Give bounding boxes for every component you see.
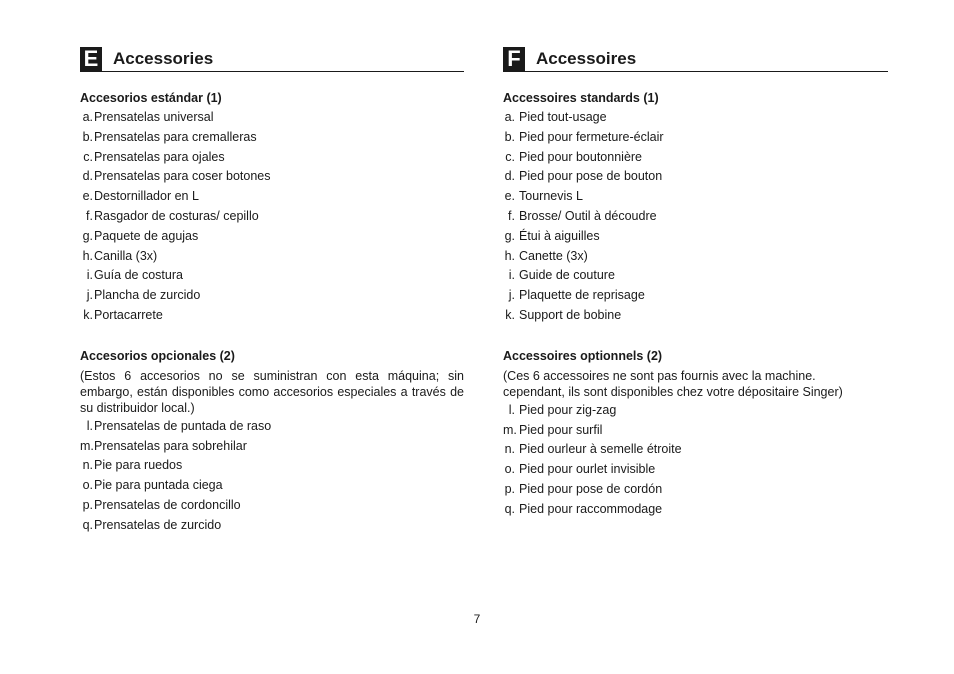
list-item: m. Prensatelas para sobrehilar bbox=[80, 438, 247, 453]
list-item: j. Plaquette de reprisage bbox=[508, 288, 645, 303]
list-item: g. Paquete de agujas bbox=[82, 228, 199, 243]
list-item: k. Portacarrete bbox=[83, 307, 163, 322]
list-item: o. Pie para puntada ciega bbox=[82, 478, 223, 493]
list-item: p. Pied pour pose de cordón bbox=[504, 481, 663, 496]
list-item: h. Canilla (3x) bbox=[82, 248, 158, 263]
section-header bbox=[503, 46, 888, 72]
standard-accessories-list bbox=[80, 108, 464, 326]
list-item: h. Canette (3x) bbox=[504, 248, 588, 263]
optional-accessories-list bbox=[503, 401, 888, 520]
section-header bbox=[80, 46, 464, 72]
list-item: i. Guía de costura bbox=[86, 268, 183, 283]
spanish-column bbox=[80, 46, 464, 536]
optional-accessories-heading: Accesorios opcionales (2) bbox=[80, 348, 235, 363]
optional-note bbox=[503, 368, 888, 400]
list-item: o. Pied pour ourlet invisible bbox=[504, 462, 656, 477]
list-item: l. Pied pour zig-zag bbox=[508, 402, 617, 417]
optional-note-line: (Ces 6 accessoires ne sont pas fournis avec la machine. bbox=[503, 368, 816, 383]
page-number: 7 bbox=[473, 612, 481, 626]
list-item: f. Rasgador de costuras/ cepillo bbox=[86, 208, 259, 223]
language-badge: E bbox=[80, 47, 102, 71]
optional-accessories-list bbox=[80, 417, 464, 536]
list-item: d. Pied pour pose de bouton bbox=[504, 169, 663, 184]
list-item: e. Tournevis L bbox=[504, 189, 583, 204]
list-item: q. Pied pour raccommodage bbox=[504, 501, 663, 516]
list-item: c. Pied pour boutonnière bbox=[505, 149, 643, 164]
section-title: Accessoires bbox=[536, 48, 637, 68]
standard-accessories-heading: Accessoires standards (1) bbox=[503, 91, 659, 105]
optional-note: (Estos 6 accesorios no se suministran con esta máquina; sin embargo, están disponibles como accesorios especiales a través de su distribuidor local.) bbox=[80, 368, 464, 415]
list-item: j. Plancha de zurcido bbox=[86, 288, 201, 303]
french-column bbox=[503, 46, 888, 520]
list-item: a. Pied tout-usage bbox=[504, 110, 607, 124]
standard-accessories-heading: Accesorios estándar (1) bbox=[80, 91, 222, 105]
list-item: n. Pied ourleur à semelle étroite bbox=[504, 442, 682, 457]
optional-accessories-heading: Accessoires optionnels (2) bbox=[503, 348, 663, 363]
list-item: b. Pied pour fermeture-éclair bbox=[504, 129, 664, 144]
list-item: c. Prensatelas para ojales bbox=[83, 149, 225, 164]
list-item: d. Prensatelas para coser botones bbox=[82, 169, 271, 184]
list-item: f. Brosse/ Outil à découdre bbox=[508, 208, 657, 223]
list-item: n. Pie para ruedos bbox=[82, 458, 183, 473]
list-item: a. Prensatelas universal bbox=[82, 110, 214, 124]
list-item: k. Support de bobine bbox=[505, 307, 622, 322]
list-item: q. Prensatelas de zurcido bbox=[82, 517, 222, 532]
list-item: b. Prensatelas para cremalleras bbox=[82, 129, 257, 144]
optional-note-line: cependant, ils sont disponibles chez votre dépositaire Singer) bbox=[503, 384, 843, 399]
list-item: m. Pied pour surfil bbox=[503, 422, 603, 437]
list-item: i. Guide de couture bbox=[508, 268, 615, 283]
list-item: p. Prensatelas de cordoncillo bbox=[82, 497, 241, 512]
section-title: Accessories bbox=[113, 48, 214, 68]
language-badge: F bbox=[503, 47, 525, 71]
standard-accessories-list bbox=[503, 108, 888, 326]
list-item: e. Destornillador en L bbox=[82, 189, 199, 204]
list-item: g. Étui à aiguilles bbox=[504, 228, 600, 243]
list-item: l. Prensatelas de puntada de raso bbox=[86, 418, 272, 433]
